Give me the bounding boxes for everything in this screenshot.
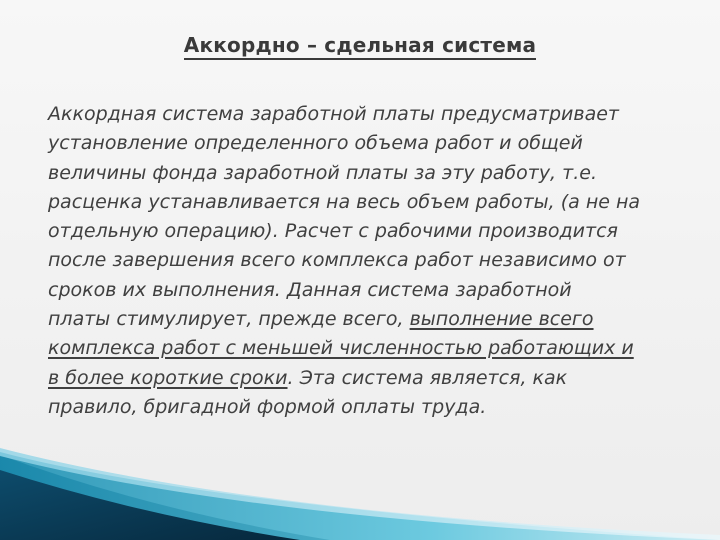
body-line: расценка устанавливается на весь объем работы, (а не на bbox=[48, 190, 641, 213]
body-line: установление определенного объема работ и общей bbox=[48, 132, 583, 155]
body-line: сроков их выполнения. Данная система заработной bbox=[48, 278, 572, 301]
emphasis-text: комплекса работ с меньшей численностью работающих и bbox=[48, 337, 634, 360]
body-line: правило, бригадной формой оплаты труда. bbox=[48, 395, 487, 418]
emphasis-text: выполнение всего bbox=[409, 308, 594, 331]
slide-title: Аккордно – сдельная система bbox=[0, 33, 720, 57]
body-line: отдельную операцию). Расчет с рабочими производится bbox=[48, 220, 618, 243]
emphasis-text: в более короткие сроки bbox=[48, 366, 288, 389]
body-line: Аккордная система заработной платы предусматривает bbox=[48, 103, 619, 125]
body-line: величины фонда заработной платы за эту работу, т.е. bbox=[48, 161, 597, 184]
body-line: . Эта система является, как bbox=[287, 366, 568, 389]
body-line: платы стимулирует, прежде всего, bbox=[48, 308, 410, 331]
body-paragraph bbox=[48, 100, 688, 422]
body-line: после завершения всего комплекса работ независимо от bbox=[48, 249, 626, 272]
